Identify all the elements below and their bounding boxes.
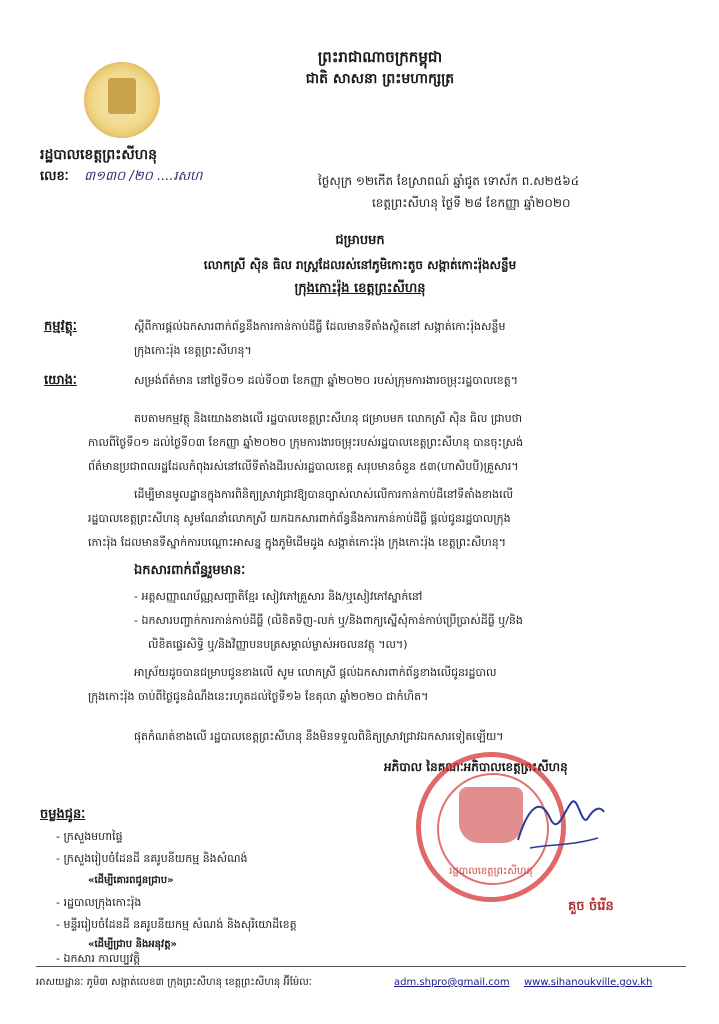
body-p2-line-2: រដ្ឋបាលខេត្តព្រះសីហនុ សូមណែនាំលោកស្រី យកឯកសារពាក់ព័ន្ធនឹងការកាន់កាប់ដីធ្លី ផ្តល់ជូនរដ្ឋបាលក្រុង bbox=[88, 512, 511, 525]
body-p3-line-1: អាស្រ័យដូចបានជម្រាបជូនខាងលើ សូម លោកស្រី ផ្តល់ឯកសារពាក់ព័ន្ធខាងលើជូនរដ្ឋបាល bbox=[134, 666, 497, 679]
cc-item-4: - មន្ទីររៀបចំដែនដី នគរូបនីយកម្ម សំណង់ និងសុរិយោដីខេត្ត bbox=[56, 918, 297, 931]
signature-title: អភិបាល នៃគណៈអភិបាលខេត្តព្រះសីហនុ bbox=[384, 760, 568, 774]
cc-item-4-purpose: «ដើម្បីជ្រាប និងអនុវត្ត» bbox=[88, 939, 178, 950]
body-p3-line-2: ក្រុងកោះរ៉ុង ចាប់ពីថ្ងៃជូនដំណឹងនេះរហូតដល់ថ្ងៃទី១៦ ខែតុលា ឆ្នាំ២០២០ ជាកំហិត។ bbox=[88, 690, 429, 703]
footer-email-link[interactable]: adm.shpro@gmail.com bbox=[394, 977, 510, 988]
recipient-name: លោកស្រី ស៊ិន ធិល រាស្ត្រដែលរស់នៅភូមិកោះតូច សង្កាត់កោះរ៉ុងសន្លឹម bbox=[203, 258, 517, 272]
subject-line-1: ស្តីពីការផ្តល់ឯកសារពាក់ព័ន្ធនឹងការកាន់កាប់ដីធ្លី ដែលមានទីតាំងស្ថិតនៅ សង្កាត់កោះរ៉ុងសន្លឹម bbox=[134, 320, 506, 333]
cc-item-2: - ក្រសួងរៀបចំដែនដី នគរូបនីយកម្ម និងសំណង់ bbox=[56, 852, 248, 865]
lunar-date: ថ្ងៃសុក្រ ១២កើត ខែស្រាពណ៍ ឆ្នាំជូត ទោស័ក ព.ស២៥៦៤ bbox=[318, 174, 580, 188]
recipient-intro: ជម្រាបមក bbox=[335, 233, 385, 248]
body-p1-line-2: កាលពីថ្ងៃទី០១ ដល់ថ្ងៃទី០៣ ខែកញ្ញា ឆ្នាំ២០២០ ក្រុមការងារចម្រុះរបស់រដ្ឋបាលខេត្តព្រះសីហនុ បានចុះស្រង់ bbox=[88, 436, 524, 449]
national-motto: ជាតិ សាសនា ព្រះមហាក្សត្រ bbox=[305, 71, 455, 87]
subject-line-2: ក្រុងកោះរ៉ុង ខេត្តព្រះសីហនុ។ bbox=[134, 344, 252, 357]
cc-item-1: - ក្រសួងមហាផ្ទៃ bbox=[56, 830, 123, 843]
solar-date: ខេត្តព្រះសីហនុ ថ្ងៃទី ២៨ ខែកញ្ញា ឆ្នាំ២០២០ bbox=[372, 196, 571, 210]
kingdom-title: ព្រះរាជាណាចក្រកម្ពុជា bbox=[317, 48, 443, 66]
footer-address: អាសយដ្ឋានៈ ភូមិ៣ សង្កាត់លេខ៣ ក្រុងព្រះសីហនុ ខេត្តព្រះសីហនុ អ៊ីម៉ែលៈ bbox=[36, 977, 312, 988]
ref-number: ៣១៣០ /២០ ....រសហ bbox=[84, 169, 203, 184]
signatory-name: គួច ចំរើន bbox=[568, 899, 614, 914]
official-stamp: រដ្ឋបាលខេត្តព្រះសីហនុ bbox=[416, 752, 566, 902]
handwritten-signature bbox=[510, 788, 610, 858]
reference-label: យោងៈ bbox=[44, 373, 77, 388]
body-p1-line-3: ព័ត៌មានប្រជាពលរដ្ឋដែលកំពុងរស់នៅលើទីតាំងដីរបស់រដ្ឋបាលខេត្ត សរុបមានចំនួន ៥៣(ហាសិបបី)គ្រួសារ។ bbox=[88, 460, 519, 473]
footer-website-link[interactable]: www.sihanoukville.gov.kh bbox=[524, 977, 653, 988]
provincial-seal-logo bbox=[84, 62, 160, 138]
body-p2-line-1: ដើម្បីមានមូលដ្ឋានក្នុងការពិនិត្យស្រាវជ្រាវឱ្យបានច្បាស់លាស់លើការកាន់កាប់ដីនៅទីតាំងខាងលើ bbox=[134, 488, 514, 501]
recipient-location: ក្រុងកោះរ៉ុង ខេត្តព្រះសីហនុ bbox=[294, 281, 426, 296]
cc-item-3: - រដ្ឋបាលក្រុងកោះរ៉ុង bbox=[56, 896, 142, 909]
docs-item-1: - អត្តសញ្ញាណប័ណ្ណសញ្ជាតិខ្មែរ សៀវភៅគ្រួសារ និង/ឬសៀវភៅស្នាក់នៅ bbox=[134, 590, 423, 603]
cc-item-5: - ឯកសារ កាលប្បវត្តិ bbox=[56, 952, 141, 965]
body-p1-line-1: តបតាមកម្មវត្ថុ និងយោងខាងលើ រដ្ឋបាលខេត្តព្រះសីហនុ ជម្រាបមក លោកស្រី ស៊ិន ធិល ជ្រាបថា bbox=[134, 412, 523, 425]
body-p2-line-3: កោះរ៉ុង ដែលមានទីស្នាក់ការបណ្តោះអាសន្ន ក្នុងភូមិដើមដូង សង្កាត់កោះរ៉ុង ក្រុងកោះរ៉ុង ខេត្តព្រះសីហនុ។ bbox=[88, 536, 507, 549]
footer-divider bbox=[36, 966, 686, 967]
reference-text: សម្រង់ព័ត៌មាន នៅថ្ងៃទី០១ ដល់ទី០៣ ខែកញ្ញា ឆ្នាំ២០២០ របស់ក្រុមការងារចម្រុះរដ្ឋបាលខេត្ត។ bbox=[134, 374, 519, 387]
cc-heading: ចម្លងជូនៈ bbox=[40, 807, 86, 822]
issuer-name: រដ្ឋបាលខេត្តព្រះសីហនុ bbox=[40, 147, 157, 163]
ref-label: លេខៈ bbox=[40, 169, 69, 184]
cc-item-2-purpose: «ដើម្បីគោរពជូនជ្រាប» bbox=[88, 875, 174, 886]
docs-item-2-cont: លិខិតផ្ទេរសិទ្ធិ ឬ/និងវិញ្ញាបនបត្រសម្គាល់ម្ចាស់អចលនវត្ថុ ។ល។) bbox=[148, 638, 408, 651]
docs-heading: ឯកសារពាក់ព័ន្ធរួមមានៈ bbox=[134, 563, 246, 578]
body-p4: ផុតកំណត់ខាងលើ រដ្ឋបាលខេត្តព្រះសីហនុ នឹងមិនទទួលពិនិត្យស្រាវជ្រាវឯកសារទៀតឡើយ។ bbox=[134, 730, 504, 743]
docs-item-2: - ឯកសារបញ្ជាក់ការកាន់កាប់ដីធ្លី (លិខិតទិញ-លក់ ឬ/និងពាក្យស្នើសុំកាន់កាប់ប្រើប្រាស់ដីធ្លី ឬ/និង bbox=[134, 614, 523, 627]
subject-label: កម្មវត្ថុៈ bbox=[44, 319, 77, 334]
